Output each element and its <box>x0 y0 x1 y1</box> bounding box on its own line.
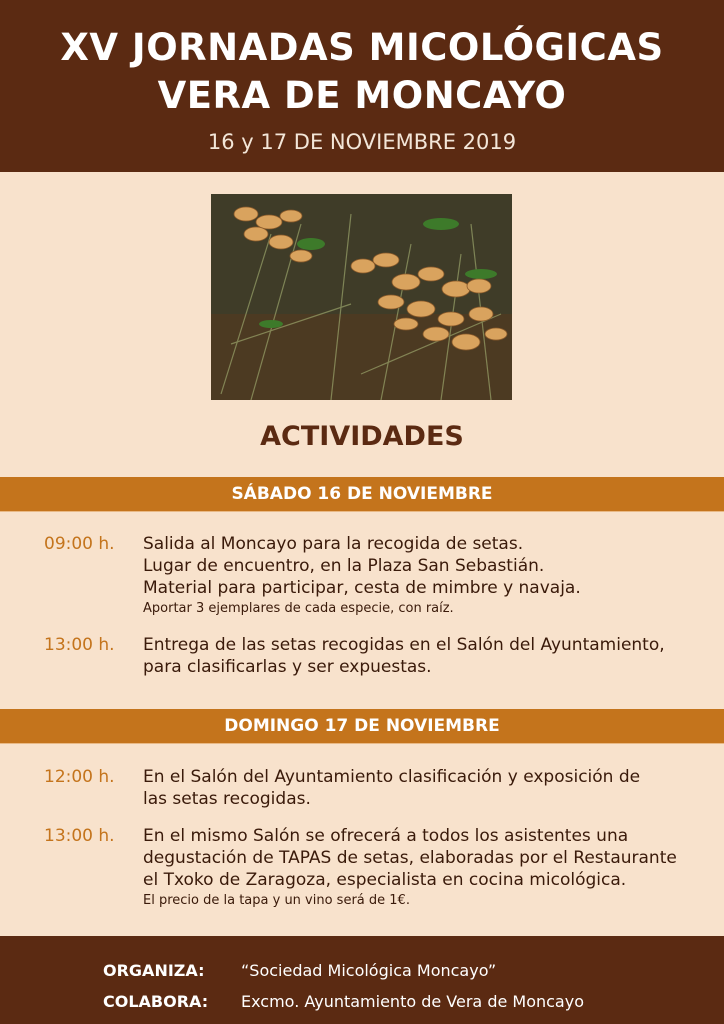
title-line-1: XV JORNADAS MICOLÓGICAS <box>60 26 664 69</box>
event-line: Salida al Moncayo para la recogida de setas. <box>143 534 524 554</box>
event-note: El precio de la tapa y un vino será de 1€. <box>143 893 410 908</box>
mushroom-photo <box>211 194 512 400</box>
event-description <box>143 766 703 810</box>
footer-banner <box>0 936 724 1024</box>
event-line: el Txoko de Zaragoza, especialista en cocina micológica. <box>143 870 627 890</box>
mushroom-photo-illustration <box>211 194 512 400</box>
event-line: las setas recogidas. <box>143 789 311 809</box>
event-line: degustación de TAPAS de setas, elaboradas por el Restaurante <box>143 848 677 868</box>
activities-heading: ACTIVIDADES <box>260 421 464 452</box>
event-line: En el mismo Salón se ofrecerá a todos los asistentes una <box>143 826 629 846</box>
event-line: En el Salón del Ayuntamiento clasificación y exposición de <box>143 767 641 787</box>
event-time: 09:00 h. <box>44 534 115 554</box>
event-time: 12:00 h. <box>44 767 115 787</box>
event-description <box>143 825 703 911</box>
event-description <box>143 634 703 678</box>
event-line: Material para participar, cesta de mimbre y navaja. <box>143 578 581 598</box>
colabora-label: COLABORA: <box>103 992 209 1011</box>
colabora-value: Excmo. Ayuntamiento de Vera de Moncayo <box>241 992 584 1011</box>
day-band-saturday: SÁBADO 16 DE NOVIEMBRE <box>0 477 724 511</box>
header-banner <box>0 0 724 172</box>
day-band-sunday: DOMINGO 17 DE NOVIEMBRE <box>0 709 724 743</box>
title-line-2: VERA DE MONCAYO <box>157 74 567 117</box>
organiza-value: “Sociedad Micológica Moncayo” <box>241 961 497 980</box>
event-description <box>143 533 703 619</box>
event-time: 13:00 h. <box>44 635 115 655</box>
event-line: Lugar de encuentro, en la Plaza San Sebastián. <box>143 556 545 576</box>
organiza-label: ORGANIZA: <box>103 961 205 980</box>
event-line: Entrega de las setas recogidas en el Salón del Ayuntamiento, <box>143 635 665 655</box>
event-time: 13:00 h. <box>44 826 115 846</box>
event-dates: 16 y 17 DE NOVIEMBRE 2019 <box>207 130 517 154</box>
event-note: Aportar 3 ejemplares de cada especie, con raíz. <box>143 601 454 616</box>
event-line: para clasificarlas y ser expuestas. <box>143 657 432 677</box>
